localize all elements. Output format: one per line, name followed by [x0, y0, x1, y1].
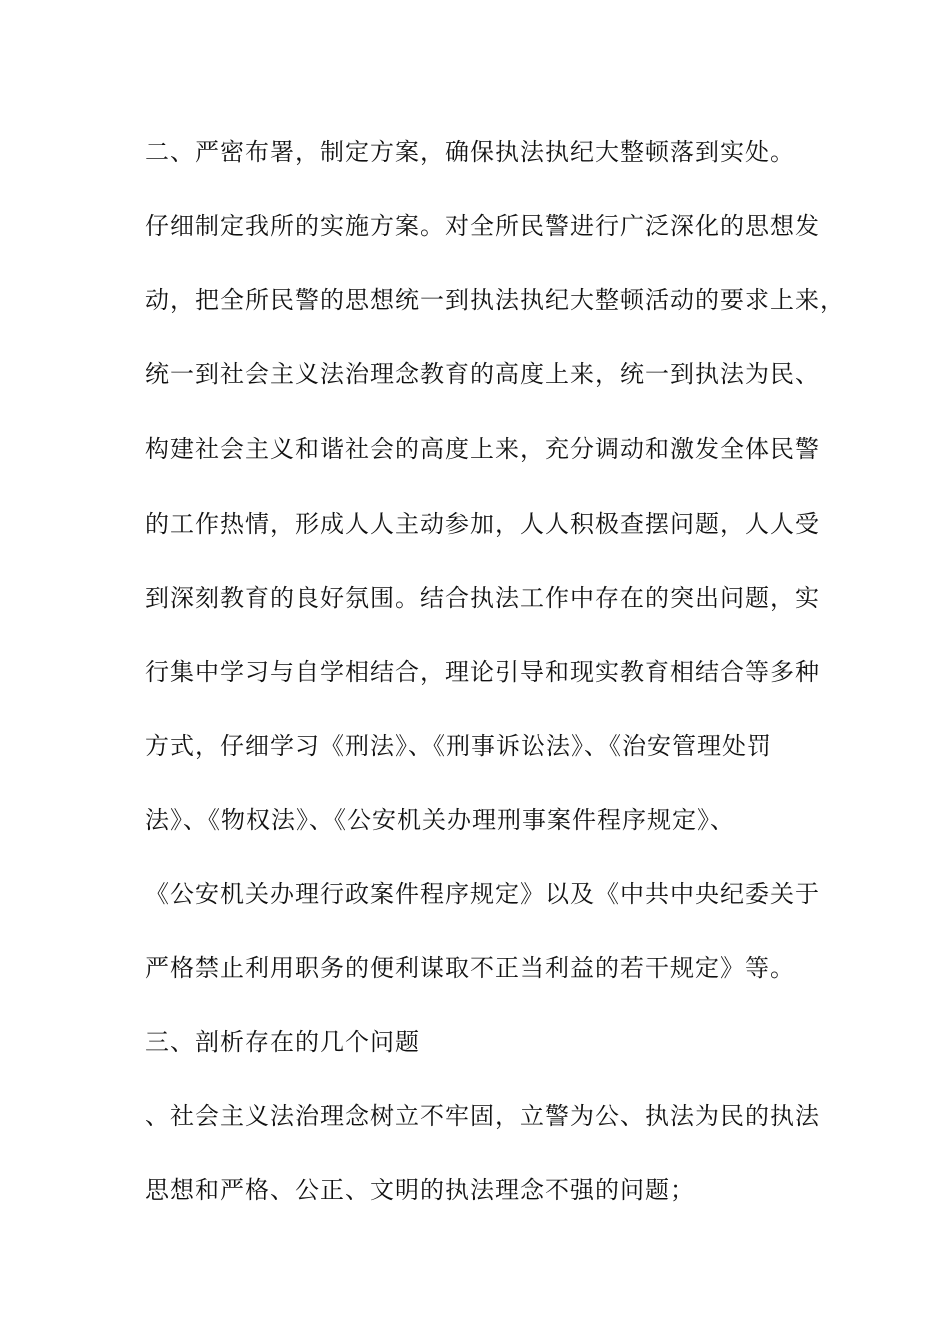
paragraph-line: 方式，仔细学习《刑法》、《刑事诉讼法》、《治安管理处罚 [145, 732, 772, 760]
paragraph-line: 构建社会主义和谐社会的高度上来，充分调动和激发全体民警 [145, 435, 820, 463]
paragraph-line: 严格禁止利用职务的便利谋取不正当利益的若干规定》等。 [145, 954, 795, 982]
paragraph-line: 仔细制定我所的实施方案。对全所民警进行广泛深化的思想发 [145, 212, 820, 240]
paragraph-line: 思想和严格、公正、文明的执法理念不强的问题； [145, 1176, 695, 1204]
paragraph-line: 到深刻教育的良好氛围。结合执法工作中存在的突出问题，实 [145, 584, 820, 612]
section-heading-2: 二、严密布署，制定方案，确保执法执纪大整顿落到实处。 [145, 138, 795, 166]
paragraph-line: 统一到社会主义法治理念教育的高度上来，统一到执法为民、 [145, 360, 820, 388]
paragraph-line: 法》、《物权法》、《公安机关办理刑事案件程序规定》、 [145, 806, 735, 834]
paragraph-line: 的工作热情，形成人人主动参加，人人积极查摆问题，人人受 [145, 510, 820, 538]
paragraph-line: 、社会主义法治理念树立不牢固，立警为公、执法为民的执法 [145, 1102, 820, 1130]
paragraph-line: 《公安机关办理行政案件程序规定》以及《中共中央纪委关于 [145, 880, 820, 908]
paragraph-line: 行集中学习与自学相结合，理论引导和现实教育相结合等多种 [145, 658, 820, 686]
paragraph-line: 动，把全所民警的思想统一到执法执纪大整顿活动的要求上来， [145, 286, 845, 314]
section-heading-3: 三、剖析存在的几个问题 [145, 1028, 420, 1056]
